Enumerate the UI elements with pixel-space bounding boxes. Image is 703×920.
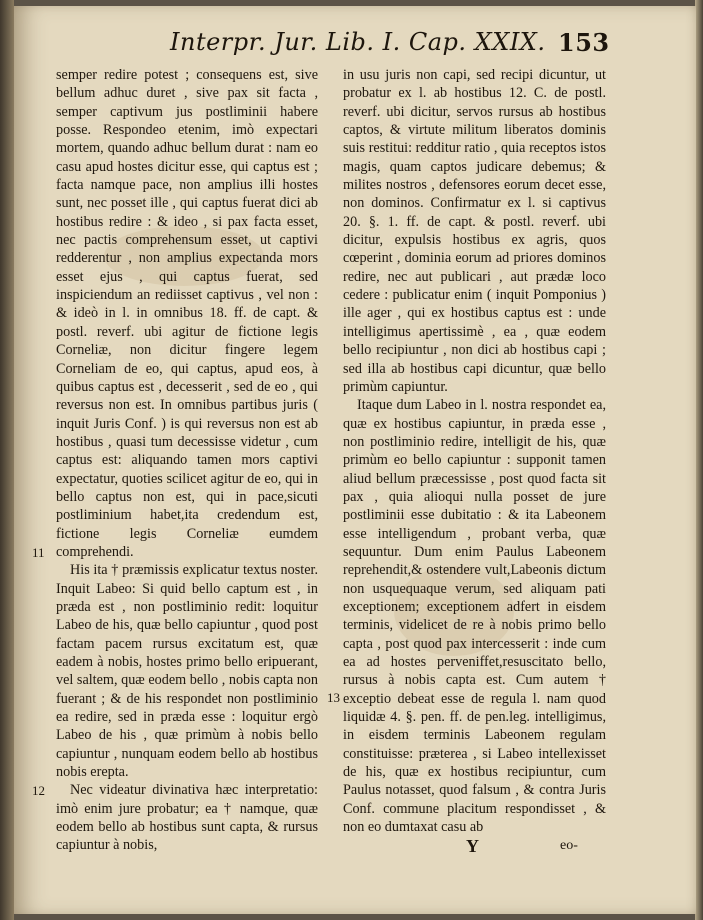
paragraph: Nec videatur divinativa hæc interpretatio: imò enim jure probatur; ea † namque, quæ eodem bello ab hostibus sunt capta, & rursus capiuntur à nobis,: [56, 782, 318, 854]
paragraph: His ita † præmissis explicatur textus noster. Inquit Labeo: Si quid bello captum est , in præda est , non postliminio redit: loquitur Labeo de his, quæ bello capiuntur , quod post factam pacem rursus excitatum est, quæ eadem à nobis, hostes primo bello eripuerant, vel saltem, quæ eodem bello , nobis capta non fuerant ; & de his respondet non postliminio ea redire, sed in præda esse : loquitur ergò Labeo de his , quæ primùm à nobis bello capiuntur , nunquam eodem bello ab hostibus nobis erepta.: [56, 562, 318, 781]
page-edge: [695, 0, 703, 920]
signature-mark: Y: [466, 836, 479, 856]
binding-shadow: [0, 0, 14, 920]
header-title: Interpr. Jur. Lib. I. Cap. XXIX.: [170, 28, 546, 56]
right-column: [343, 66, 606, 836]
margin-number: 11: [32, 545, 45, 560]
margin-number: 13: [327, 690, 340, 705]
paragraph: in usu juris non capi, sed recipi dicuntur, ut probatur ex l. ab hostibus 12. C. de postl. reverf. ubi dicitur, servos rursus ab hostibus captos, & virtute militum liberatos dominis suis restitui: redditur ratio , quia receptos istos magis, quam captos judicare debemus; & milites nostros , defensores eorum decet esse, non dominos. Confirmatur ex l. si captivus 20. §. 1. ff. de capt. & postl. reverf. ubi dicitur, expulsis hostibus ex agris, quos cœperint , dominia eorum ad priores dominos redire, nec aut publicari , aut prædæ loco cedere : publicatur enim ( inquit Pomponius ) ille ager , qui ex hostibus captus est : unde intelligimus apertissimè , ea , quæ eodem bello recipiuntur , non dici ab hostibus capi ; sed illa ab hostibus capi dicuntur, quæ bello primùm capiuntur.: [343, 67, 606, 395]
paragraph: semper redire potest ; consequens est, sive bellum adhuc duret , sive pax sit facta , semper captivum jus postliminii habere posse. Respondeo etenim, imò expectari mortem, quando adhuc bellum durat : nam eo casu apud hostes dicitur esse, qui captus est ; facta namque pace, non amplius illi hostes sunt, nec posset ille , qui captus fuerat dici ab hostibus redire : & ideo , si pax facta esset, nec pactis comprehensum esset, ut captivi redderentur , non amplius expectanda mors esset ejus , qui captus fuerat, sed inspiciendum an rediisset captivus , vel non : & ideò in l. in omnibus 18. ff. de capt. & postl. reverf. ubi agitur de fictione legis Corneliæ, non dicitur fingere legem Corneliam de eo, qui captus, apud eos, à quibus captus est , decesserit , sed de eo , qui reversus non est. In omnibus partibus juris ( inquit Juris Conf. ) is qui reversus non est ab hostibus , quasi tum decessisse videtur , cum captus est: aliquando tamen mors captivi expectatur, quoties scilicet agitur de eo, qui in bello captus non est, qui in pace,sicuti postliminium habet,ita credendum est, fictione legis Corneliæ eumdem comprehendi.: [56, 67, 318, 560]
left-column: [56, 66, 318, 855]
margin-number: 12: [32, 783, 45, 798]
paragraph: Itaque dum Labeo in l. nostra respondet ea, quæ ex hostibus capiuntur, in præda esse , non postliminio redire, intelligit de his, quæ primùm eo bello capiuntur : supponit tamen aliud bellum præcessisse , post quod facta sit pax , quia alioqui nulla posset de jure postliminii esse dubitatio : & ita Labeonem esse intelligendum , probant verba, quæ sequuntur. Dum enim Paulus Labeonem reprehendit,& ostendere vult,Labeonis dictum non usquequaque verum, sed aliquam pati exceptionem; exceptionem adfert in eisdem terminis, videlicet de re à nobis primo bello capta , post quod pax intercesserit : inde cum ea ad hostes perveniffet,resuscitato bello, rursus à nobis capta est. Cum autem † exceptio debeat esse de regula l. nam quod liquidæ 4. §. pen. ff. de pen.leg. intelligimus, in eisdem terminis Labeonem regulam constituisse: præterea , si Labeo intellexisset de his, quæ ex hostibus recipiuntur, cum Paulus notasset, quod falsum , & contra Juris Conf. commune placitum respondisset , & non eo dumtaxat casu ab: [343, 397, 606, 836]
running-header: [170, 28, 650, 64]
page-number: 153: [558, 28, 610, 57]
catchword: eo-: [560, 838, 578, 853]
